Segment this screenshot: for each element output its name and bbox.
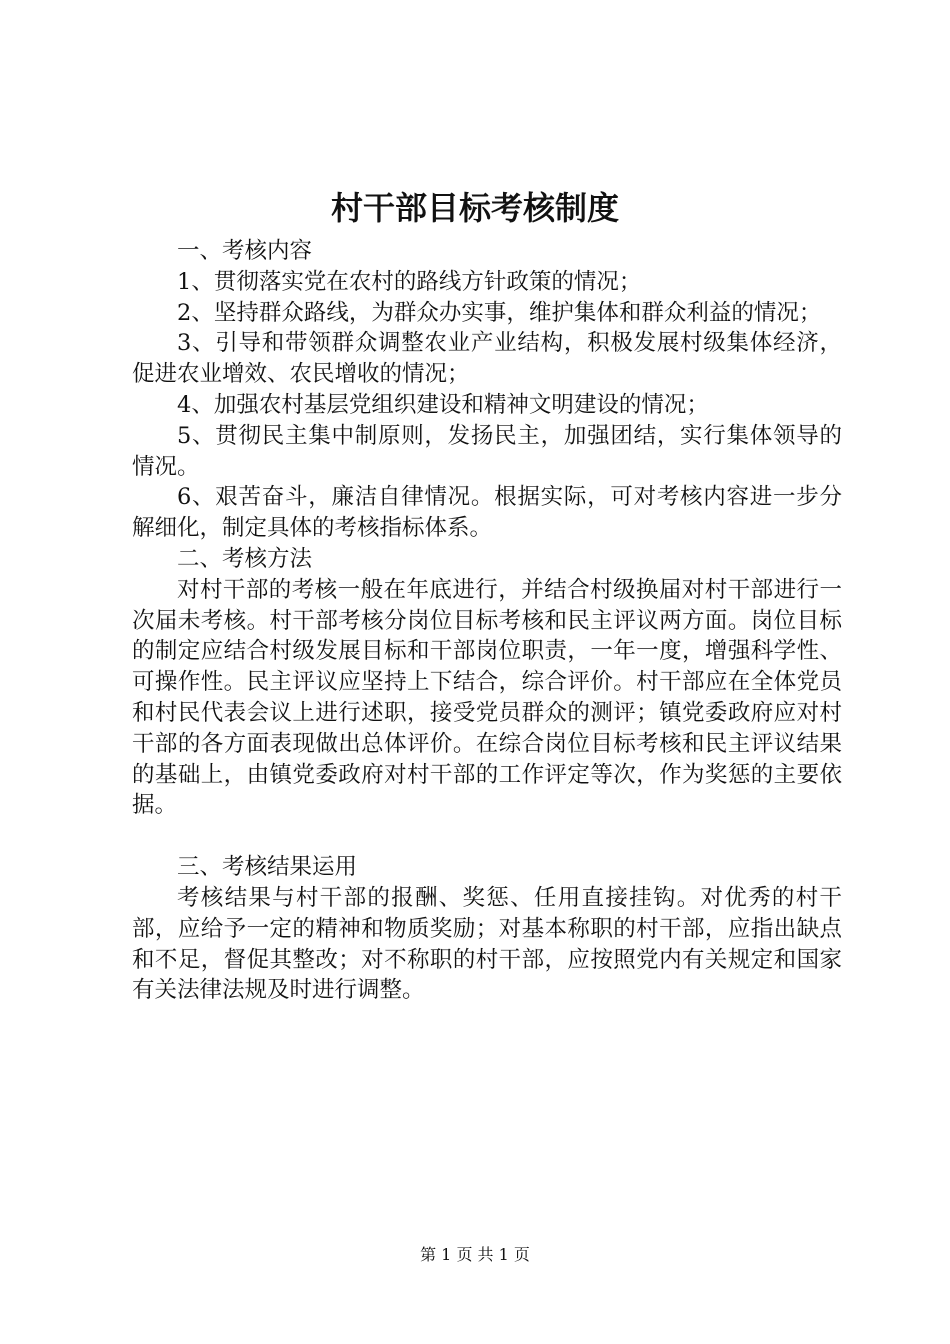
document-body — [132, 236, 842, 1006]
paragraph: 考核结果与村干部的报酬、奖惩、任用直接挂钩。对优秀的村干部，应给予一定的精神和物质奖励；对基本称职的村干部，应指出缺点和不足，督促其整改；对不称职的村干部，应按照党内有关规定和国家有关法律法规及时进行调整。 — [132, 884, 842, 1004]
paragraph-spacer — [132, 821, 842, 852]
list-item: 3、引导和带领群众调整农业产业结构，积极发展村级集体经济，促进农业增效、农民增收的情况； — [132, 330, 842, 388]
list-item: 4、加强农村基层党组织建设和精神文明建设的情况； — [177, 391, 709, 418]
list-item: 1、贯彻落实党在农村的路线方针政策的情况； — [177, 268, 642, 295]
list-item: 6、艰苦奋斗，廉洁自律情况。根据实际，可对考核内容进一步分解细化，制定具体的考核指标体系。 — [132, 484, 842, 542]
section-heading: 二、考核方法 — [177, 545, 313, 572]
paragraph: 对村干部的考核一般在年底进行，并结合村级换届对村干部进行一次届未考核。村干部考核分岗位目标考核和民主评议两方面。岗位目标的制定应结合村级发展目标和干部岗位职责，一年一度，增强科学性、可操作性。民主评议应坚持上下结合，综合评价。村干部应在全体党员和村民代表会议上进行述职，接受党员群众的测评；镇党委政府应对村干部的各方面表现做出总体评价。在综合岗位目标考核和民主评议结果的基础上，由镇党委政府对村干部的工作评定等次，作为奖惩的主要依据。 — [132, 576, 842, 819]
list-item: 2、坚持群众路线，为群众办实事，维护集体和群众利益的情况； — [177, 299, 822, 326]
document-title: 村干部目标考核制度 — [330, 189, 619, 227]
page-footer: 第 1 页 共 1 页 — [420, 1245, 530, 1264]
section-heading: 一、考核内容 — [177, 238, 313, 264]
list-item: 5、贯彻民主集中制原则，发扬民主，加强团结，实行集体领导的情况。 — [132, 422, 842, 480]
section-heading: 三、考核结果运用 — [177, 854, 358, 881]
